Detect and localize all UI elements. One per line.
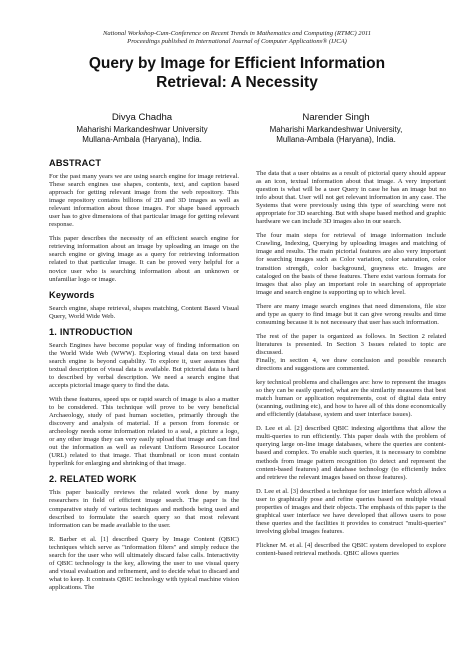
body-paragraph: D. Lee et al. [3] described a technique for user interface which allows a user to graphically pose and refine queries based on multiple visual properties of images and their objects. The emphasis of this paper is the graphical user interface we have developed that allows users to pose these queries and the facilities it provides to construct "multi-queries" involving global images features. bbox=[256, 487, 446, 535]
right-column bbox=[256, 170, 446, 564]
related-work-heading: 2. RELATED WORK bbox=[49, 474, 137, 485]
author-location: Mullana-Ambala (Haryana), India. bbox=[82, 135, 202, 145]
keywords-text: Search engine, shape retrieval, shapes matching, Content Based Visual Query, World Wide Web. bbox=[49, 304, 239, 320]
keywords-heading: Keywords bbox=[49, 289, 95, 300]
abstract-heading: ABSTRACT bbox=[49, 158, 102, 168]
title-line-2: Retrieval: A Necessity bbox=[156, 74, 318, 91]
introduction-paragraph: Search Engines have become popular way of finding information on the World Wide Web (WWW). Exploring visual data on text based search engine is beyond capability. To explore it, user assumes that textual description of visual data is available. But pictorial data is hard to described by verbal description. We need a search engine that accepts pictorial image query to find the data. bbox=[49, 341, 239, 389]
body-paragraph: The four main steps for retrieval of image information include Crawling, Indexing, Querying by uploading images and matching of image and results. The main pictorial features are also very important for searching images such as Color variation, color saturation, color transition strength, color background, grayness etc. Images are cataloged on the basis of these features. There exist various formats for images that also play an important role in searching of appropriate image and search engine is supporting up to which level. bbox=[256, 232, 446, 296]
author-name: Divya Chadha bbox=[111, 112, 173, 123]
body-paragraph: The rest of the paper is organized as follows. In Section 2 related literatures is presented. In Section 3 Issues related to topic are discussed. bbox=[256, 332, 446, 356]
body-paragraph: Finally, in section 4, we draw conclusion and possible research directions and suggestions are commented. bbox=[256, 356, 446, 373]
header-line-1: National Workshop-Cum-Conference on Recent Trends in Mathematics and Computing (RTMC) 2011 bbox=[103, 30, 371, 37]
author-affiliation: Maharishi Markandeshwar University, bbox=[269, 125, 403, 134]
introduction-heading: 1. INTRODUCTION bbox=[49, 326, 133, 337]
body-paragraph: Flickner M. et al. [4] described the QBIC system developed to explore content-based retrieval methods. QBIC allows queries bbox=[256, 541, 446, 557]
abstract-paragraph: This paper describes the necessity of an efficient search engine for retrieving information about an image by uploading an image on the search engine or giving image as a query for retrieving information related to that particular image. It can be proved very helpful for a novice user who is searching information about an unknown or unfamiliar logo or image. bbox=[49, 235, 239, 283]
header-line-2: Proceedings published in International Journal of Computer Applications® (IJCA) bbox=[127, 38, 347, 46]
author-location: Mullana-Ambala (Haryana), India. bbox=[276, 135, 396, 145]
author-affiliation: Maharishi Markandeshwar University bbox=[76, 125, 208, 134]
introduction-paragraph: With these features, speed ups or rapid search of image is also a matter to be considered. This technique will prove to be very beneficial Archaeology, study of past human societies, primarily through the discovery and analysis of material. If a person from forensic or archeology needs some information related to a seal, a picture a logo, or any other image they can very easily upload that image and can find out the information as well as relevant Uniform Resource Locator (URL) related to that image. That thumbnail or icon must contain hyperlink for enlarging and shrinking of that image. bbox=[49, 395, 239, 468]
related-work-paragraph: This paper basically reviews the related work done by many researchers in field of efficient image search. The paper is the comparative study of various techniques and methods being used and described to formulate the search query so that most relevant information can be made available to the user. bbox=[49, 489, 239, 529]
paper-title bbox=[0, 54, 474, 92]
body-paragraph: key technical problems and challenges are: how to represent the images so they can be easily queried, what are the similarity measures that best match human or application requirements, cost of digital data entry (scanning, outlining etc), and how to have all of this done economically and efficiently (database, system and user interface issues). bbox=[256, 379, 446, 419]
author-block-2 bbox=[236, 112, 436, 146]
body-paragraph: There are many image search engines that need dimensions, file size and type as query to find image but it can give wrong results and time consuming because it is not necessary that user has such information. bbox=[256, 302, 446, 326]
author-name: Narender Singh bbox=[302, 112, 370, 123]
title-line-1: Query by Image for Efficient Information bbox=[88, 55, 386, 72]
left-column bbox=[49, 158, 239, 598]
related-work-paragraph: R. Barber et al. [1] described Query by Image Content (QBIC) techniques which serve as "information filters" and simply reduce the search for the user who will ultimately discard false calls. Interactivity of QBIC technology is the key, allowing the user to use visual query and visual evaluation and refinement, and to decide what to discard and what to keep. It contrasts QBIC technology with typical machine vision applications. The bbox=[49, 535, 239, 591]
author-block-1 bbox=[42, 112, 242, 146]
body-paragraph: The data that a user obtains as a result of pictorial query should appear as an icon, textual information about that image. A very important question is what will be a user Query in case he has an image but no info about that. User will not get relevant information in any case. The Systems that were previously using this type of searching were not appropriate for 3D searching. But with shape based method and graphic hardware we can include 3D images also in our search. bbox=[256, 170, 446, 226]
conference-header bbox=[0, 30, 474, 47]
abstract-paragraph: For the past many years we are using search engine for image retrieval. These search engines use shapes, contents, text, and caption based approach for getting relevant image from the web repository. This image repository contains billions of 2D and 3D images as well as relevant information about those images. For shape based approach user has to give dimensions of that particular image for getting relevant response. bbox=[49, 173, 239, 229]
body-paragraph: D. Lee et al. [2] described QBIC indexing algorithms that allow the multi-queries to run efficiently. This paper deals with the problem of querying large on-line image databases, where the queries are content-based and complex. To enable such queries, it is necessary to combine methods from image pattern recognition (to detect and represent the content-based features) and database technology (to efficiently index and retrieve the relevant images based on those features). bbox=[256, 425, 446, 481]
